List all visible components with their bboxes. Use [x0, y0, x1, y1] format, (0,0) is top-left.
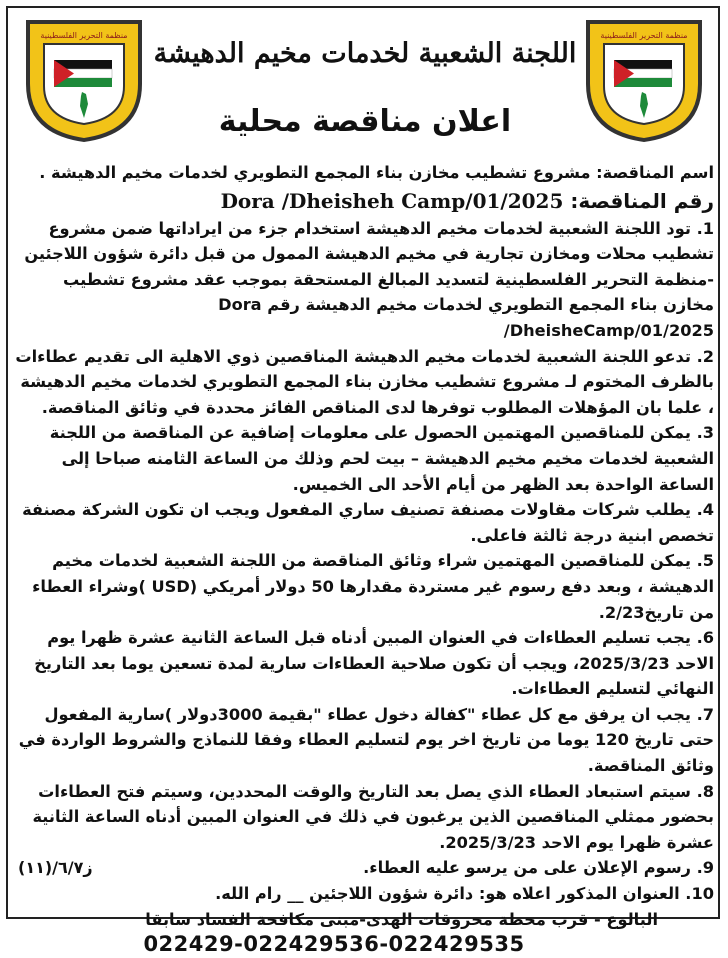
list-item: 5. يمكن للمناقصين المهتمين شراء وثائق المناقصة من اللجنة الشعبية لخدمات مخيم الدهيشة ، وبعد دفع رسوم غير مستردة مقدارها 50 دولار أمريكي (USD )وشراء العطاء من تاريخ2/23. [32, 551, 714, 622]
footer-address: البالوع - قرب محطة محروقات الهدى-مبنى مكافحة الفساد سابقا [145, 909, 658, 929]
list-item: 7. يجب ان يرفق مع كل عطاء "كفالة دخول عطاء "بقيمة 3000دولار )سارية المفعول حتى تاريخ 120 يوما من تاريخ اخر يوم لتسليم العطاء وفقا للنماذج والشروط الواردة في وثائق المناقصة. [18, 704, 714, 776]
announcement-body [14, 160, 714, 958]
list-item: 4. يطلب شركات مقاولات مصنفة تصنيف ساري المفعول ويجب ان تكون الشركة مصنفة تخصص ابنية درجة ثالثة فاعلى. [22, 500, 714, 545]
list-item: 9. رسوم الإعلان على من يرسو عليه العطاء. [363, 858, 714, 878]
list-item: 3. يمكن للمناقصين المهتمين الحصول على معلومات إضافية عن المناقصة من اللجنة الشعبية لخدمات مخيم مخيم الدهيشة – بيت لحم وذلك من الساعة الثامنه صباحا إلى الساعة الواحدة بعد الظهر من أيام الأحد الى الخميس. [49, 423, 714, 494]
tender-number-value: Dora /Dheisheh Camp/01/2025 [220, 188, 564, 213]
list-item: 1. تود اللجنة الشعبية لخدمات مخيم الدهيشة استخدام جزء من ايراداتها ضمن مشروع تشطيب محلات ومخازن تجارية في مخيم الدهيشة الممول من قبل دائرة شؤون اللاجئين -منظمة التحرير الفلسطينية لتسديد المبالغ المستحقة بموجب عقد مشروع تشطيب مخازن بناء المجمع التطويري لخدمات مخيم الدهيشة رقم Dora /DheisheCamp/01/2025 [24, 218, 714, 340]
item-9-row [14, 855, 714, 881]
emblem-text: منظمة التحرير الفلسطينية [600, 31, 688, 40]
tender-number-label: رقم المناقصة: [570, 188, 714, 213]
list-item: 10. العنوان المذكور اعلاه هو: دائرة شؤون اللاجئين __ رام الله. [215, 884, 714, 904]
emblem-text: منظمة التحرير الفلسطينية [40, 31, 128, 40]
tender-number-line [14, 186, 714, 216]
list-item: 8. سيتم استبعاد العطاء الذي يصل بعد التاريخ والوقت المحددين، وسيتم فتح العطاءات بحضور ممثلي المناقصين الذين يرغبون في ذلك في العنوان المبين أدناه الساعة الثانية عشرة ظهرا يوم الاحد 2025/3/23. [32, 781, 714, 852]
list-item: 2. تدعو اللجنة الشعبية لخدمات مخيم الدهيشة المناقصين ذوي الاهلية الى تقديم عطاءات بالظرف المختوم لـ مشروع تشطيب مخازن بناء المجمع التطويري لخدمات مخيم الدهيشة ، علما بان المؤهلات المطلوب توفرها لدى المناقص الفائز محددة في وثائق المناقصة. [15, 346, 714, 417]
list-item: 6. يجب تسليم العطاءات في العنوان المبين أدناه قبل الساعة الثانية عشرة ظهرا يوم الاحد 2025/3/23، ويجب أن تكون صلاحية العطاءات سارية لمدة تسعين يوما بعد التاريخ النهائي لتسليم العطاءات. [34, 628, 714, 699]
tender-name: اسم المناقصة: مشروع تشطيب مخازن بناء المجمع التطويري لخدمات مخيم الدهيشة . [39, 163, 714, 182]
plo-emblem-left [20, 14, 148, 146]
footer-phones: 022429-022429536-022429535 [143, 932, 525, 957]
announcement-title: اعلان مناقصة محلية [218, 104, 512, 139]
plo-emblem-right [580, 14, 708, 146]
committee-title: اللجنة الشعبية لخدمات مخيم الدهيشة [153, 38, 577, 69]
reference-code: ز٦/٧/(١١) [18, 858, 93, 878]
